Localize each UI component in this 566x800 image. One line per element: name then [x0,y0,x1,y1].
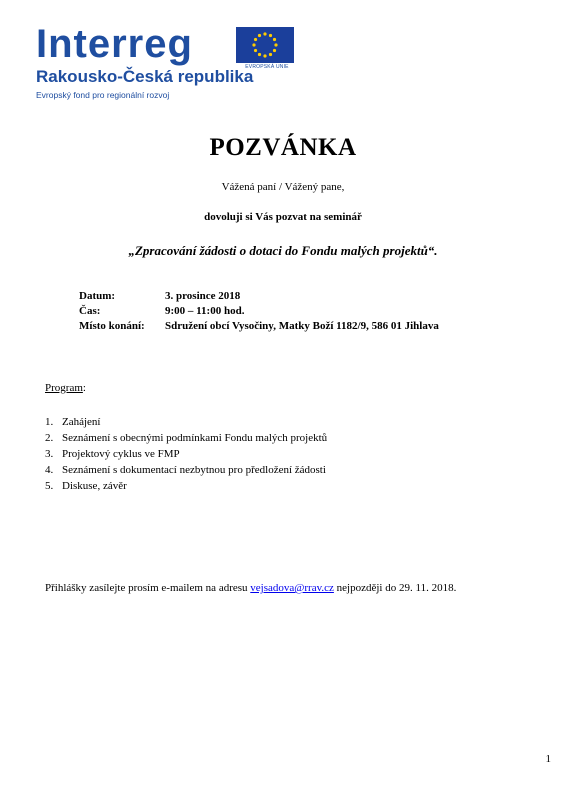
detail-value: Sdružení obcí Vysočiny, Matky Boží 1182/9, 586 01 Jihlava [165,320,439,332]
list-item [45,446,327,462]
email-link[interactable]: vejsadova@rrav.cz [250,582,334,594]
logo-wordmark: Interreg [36,22,193,66]
program-heading-colon: : [82,382,86,394]
eu-label: EVROPSKÁ UNIE [245,64,289,70]
eu-flag-icon [236,27,294,63]
list-item [45,478,327,494]
list-item-text: Zahájení [62,416,101,428]
logo-fund-name: Evropský fond pro regionální rozvoj [36,90,170,100]
interreg-logo [36,22,289,102]
list-item-text: Seznámení s obecnými podmínkami Fondu malých projektů [62,432,328,444]
program-heading-text: Program [45,382,83,394]
detail-row-date [79,289,439,304]
page-title: POZVÁNKA [209,134,357,161]
detail-row-venue [79,319,439,334]
list-item-number: 1. [45,416,54,428]
event-details [79,289,439,334]
salutation: Vážená paní / Vážený pane, [221,181,345,193]
detail-label: Čas: [79,305,101,317]
list-item-number: 5. [45,480,54,492]
detail-row-time [79,304,439,319]
registration-note [45,582,456,594]
list-item-number: 2. [45,432,54,444]
detail-value: 9:00 – 11:00 hod. [165,305,245,317]
detail-label: Datum: [79,290,116,302]
list-item-text: Diskuse, závěr [62,480,127,492]
registration-text-after: nejpozději do 29. 11. 2018. [333,582,457,594]
list-item [45,414,327,430]
page-number: 1 [545,753,551,765]
invitation-text: dovoluji si Vás pozvat na seminář [204,211,362,223]
program-list [45,414,327,494]
list-item [45,430,327,446]
detail-label: Místo konání: [79,320,145,332]
list-item-number: 4. [45,464,54,476]
seminar-name: „Zpracování žádosti o dotaci do Fondu malých projektů“. [128,243,438,258]
list-item-text: Seznámení s dokumentací nezbytnou pro předložení žádosti [62,464,326,476]
detail-value: 3. prosince 2018 [165,290,241,302]
logo-program-name: Rakousko-Česká republika [36,67,254,86]
list-item [45,462,327,478]
list-item-number: 3. [45,448,54,460]
registration-text-before: Přihlášky zasílejte prosím e-mailem na adresu [45,582,251,594]
list-item-text: Projektový cyklus ve FMP [62,448,180,460]
program-heading [45,382,86,394]
